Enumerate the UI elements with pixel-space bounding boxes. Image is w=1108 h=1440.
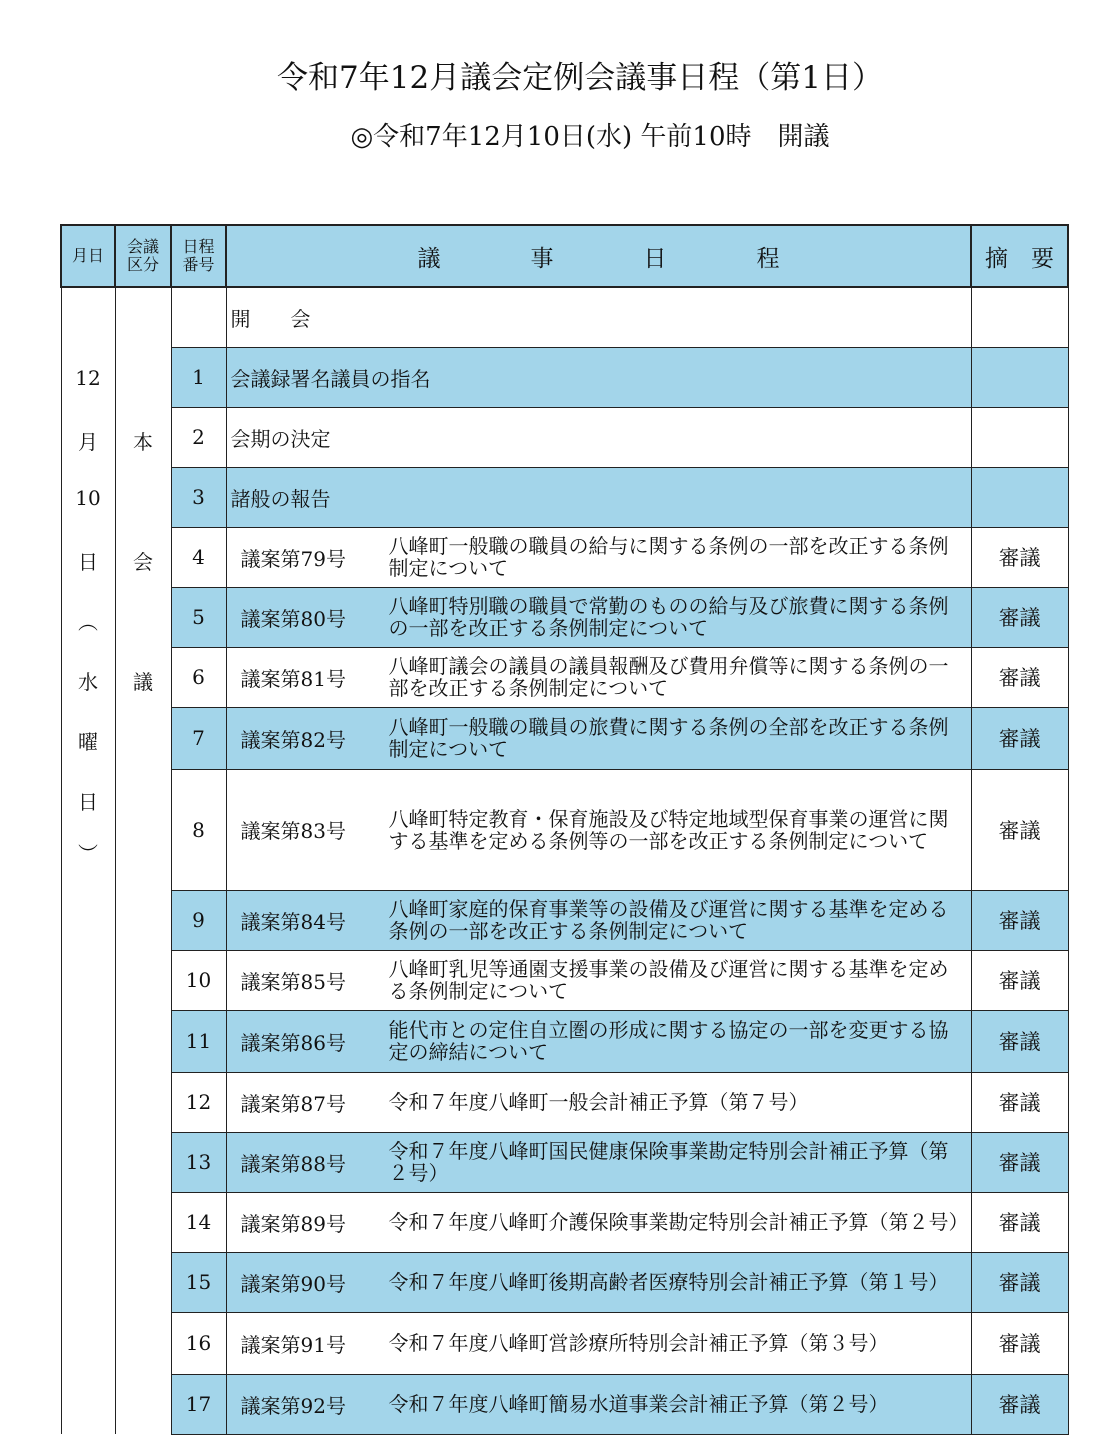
agenda-item [226,1072,971,1132]
note-cell: 審議 [971,1312,1068,1374]
bill-number: 議案第90号 [240,1271,346,1296]
item-number: 4 [171,527,226,587]
note-cell [971,467,1068,527]
table-row [61,1072,1068,1132]
bill-title: 令和７年度八峰町介護保険事業勘定特別会計補正予算（第２号） [388,1210,969,1234]
note-cell: 審議 [971,587,1068,647]
table-row [61,1132,1068,1192]
table-row [61,1192,1068,1252]
item-number: 13 [171,1132,226,1192]
bill-title: 令和７年度八峰町後期高齢者医療特別会計補正予算（第１号） [388,1270,949,1294]
bill-number: 議案第84号 [240,909,346,934]
bill-title: 八峰町一般職の職員の給与に関する条例の一部を改正する条例制定について [388,534,949,580]
table-row [61,769,1068,890]
bill-title: 八峰町議会の議員の議員報酬及び費用弁償等に関する条例の一部を改正する条例制定について [388,654,949,700]
table-row [61,587,1068,647]
header-date: 月日 [61,225,115,287]
note-cell: 審議 [971,647,1068,707]
date-char: 水 [78,670,98,694]
note-cell: 審議 [971,707,1068,769]
agenda-item [226,1132,971,1192]
table-row [61,950,1068,1010]
agenda-item [226,1374,971,1434]
table-header [61,225,1068,287]
bill-number: 議案第81号 [240,666,346,691]
table-row [61,527,1068,587]
header-session: 会議 区分 [115,225,171,287]
bill-title: 八峰町家庭的保育事業等の設備及び運営に関する基準を定める条例の一部を改正する条例制定について [388,897,949,943]
agenda-item [226,1252,971,1312]
header-no: 日程 番号 [171,225,226,287]
note-cell: 審議 [971,890,1068,950]
table-row [61,467,1068,527]
date-char: 曜 [78,730,98,754]
date-char: ︵ [78,610,98,634]
bill-title: 令和７年度八峰町営診療所特別会計補正予算（第３号） [388,1331,889,1355]
item-number: 15 [171,1252,226,1312]
note-cell: 審議 [971,950,1068,1010]
agenda-item [226,1192,971,1252]
item-number: 17 [171,1374,226,1434]
note-cell: 審議 [971,527,1068,587]
table-row [61,707,1068,769]
item-number: 7 [171,707,226,769]
table-row [61,287,1068,347]
page-subtitle: ◎令和7年12月10日(水) 午前10時 開議 [350,122,830,152]
agenda-table [60,224,1069,1435]
note-cell [971,287,1068,347]
note-cell: 審議 [971,1132,1068,1192]
header-agenda: 議 事 日 程 [226,225,971,287]
table-row [61,1252,1068,1312]
bill-title: 八峰町乳児等通園支援事業の設備及び運営に関する基準を定める条例制定について [388,957,949,1003]
item-number: 5 [171,587,226,647]
date-char: 月 [78,430,98,454]
bill-number: 議案第87号 [240,1091,346,1116]
session-char: 会 [133,550,153,574]
agenda-item [226,950,971,1010]
agenda-item [226,769,971,890]
header-note: 摘 要 [971,225,1068,287]
note-cell: 審議 [971,769,1068,890]
bill-number: 議案第80号 [240,606,346,631]
date-char: 10 [75,486,101,510]
item-number: 11 [171,1010,226,1072]
date-char: ︶ [78,842,98,866]
bill-title: 八峰町特別職の職員で常勤のものの給与及び旅費に関する条例の一部を改正する条例制定について [388,594,949,640]
bill-number: 議案第88号 [240,1151,346,1176]
session-char: 議 [133,670,153,694]
item-number: 14 [171,1192,226,1252]
bill-title: 令和７年度八峰町一般会計補正予算（第７号） [388,1090,809,1114]
bill-title: 八峰町特定教育・保育施設及び特定地域型保育事業の運営に関する基準を定める条例等の一部を改正する条例制定について [388,806,949,853]
item-number: 10 [171,950,226,1010]
bill-number: 議案第82号 [240,727,346,752]
agenda-item [226,1010,971,1072]
agenda-item [226,587,971,647]
table-row [61,647,1068,707]
agenda-item: 開 会 [226,287,971,347]
date-cell [61,287,115,1434]
item-number: 9 [171,890,226,950]
date-char: 日 [78,790,98,814]
item-number: 6 [171,647,226,707]
agenda-item [226,647,971,707]
date-char: 12 [75,366,101,390]
item-number: 3 [171,467,226,527]
table-row [61,1312,1068,1374]
agenda-item [226,890,971,950]
bill-number: 議案第86号 [240,1030,346,1055]
item-number: 16 [171,1312,226,1374]
item-number: 1 [171,347,226,407]
item-number [171,287,226,347]
note-cell: 審議 [971,1252,1068,1312]
bill-title: 令和７年度八峰町簡易水道事業会計補正予算（第２号） [388,1392,889,1416]
bill-number: 議案第83号 [240,819,346,843]
item-number: 2 [171,407,226,467]
item-number: 12 [171,1072,226,1132]
note-cell: 審議 [971,1072,1068,1132]
note-cell: 審議 [971,1192,1068,1252]
bill-number: 議案第92号 [240,1393,346,1418]
table-row [61,407,1068,467]
page-title: 令和7年12月議会定例会議事日程（第1日） [277,60,883,96]
table-row [61,1374,1068,1434]
session-cell [115,287,171,1434]
bill-number: 議案第85号 [240,969,346,994]
bill-title: 八峰町一般職の職員の旅費に関する条例の全部を改正する条例制定について [388,715,949,761]
agenda-item [226,527,971,587]
bill-number: 議案第89号 [240,1211,346,1236]
item-number: 8 [171,769,226,890]
bill-title: 令和７年度八峰町国民健康保険事業勘定特別会計補正予算（第２号） [388,1139,949,1185]
date-char: 日 [78,550,98,574]
bill-number: 議案第91号 [240,1332,346,1357]
table-row [61,890,1068,950]
agenda-item: 諸般の報告 [226,467,971,527]
table-row [61,1010,1068,1072]
note-cell: 審議 [971,1374,1068,1434]
bill-number: 議案第79号 [240,546,346,571]
agenda-item: 会期の決定 [226,407,971,467]
agenda-item: 会議録署名議員の指名 [226,347,971,407]
note-cell [971,407,1068,467]
agenda-item [226,1312,971,1374]
agenda-item [226,707,971,769]
note-cell [971,347,1068,407]
table-row [61,347,1068,407]
note-cell: 審議 [971,1010,1068,1072]
bill-title: 能代市との定住自立圏の形成に関する協定の一部を変更する協定の締結について [388,1018,949,1064]
session-char: 本 [133,430,153,454]
